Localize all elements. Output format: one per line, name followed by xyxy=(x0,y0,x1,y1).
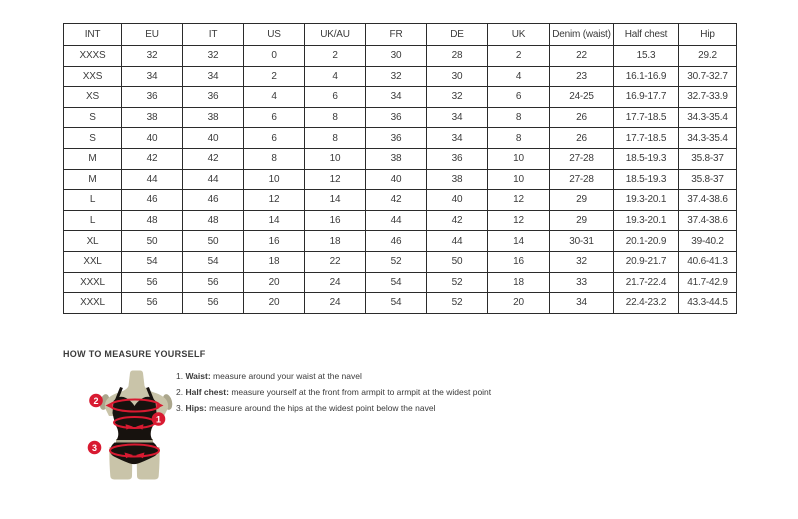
table-cell: 8 xyxy=(305,107,366,128)
instruction-number: 2. xyxy=(176,387,184,397)
table-cell: 16 xyxy=(488,251,550,272)
table-cell: 22.4-23.2 xyxy=(614,293,679,314)
table-cell: 15.3 xyxy=(614,46,679,67)
instruction-term: Waist: xyxy=(185,371,211,381)
table-cell: M xyxy=(64,169,122,190)
table-cell: XXXL xyxy=(64,272,122,293)
table-cell: 14 xyxy=(305,190,366,211)
table-cell: 20 xyxy=(488,293,550,314)
table-cell: 30 xyxy=(427,66,488,87)
table-cell: 12 xyxy=(488,190,550,211)
table-cell: 44 xyxy=(427,231,488,252)
table-cell: XL xyxy=(64,231,122,252)
table-cell: 52 xyxy=(366,251,427,272)
table-cell: 27-28 xyxy=(550,148,614,169)
table-cell: 40 xyxy=(427,190,488,211)
table-cell: 40 xyxy=(183,128,244,149)
table-row xyxy=(64,231,737,252)
table-cell: 34.3-35.4 xyxy=(679,128,737,149)
table-cell: 24-25 xyxy=(550,87,614,108)
table-cell: 54 xyxy=(366,293,427,314)
table-cell: 6 xyxy=(244,128,305,149)
mannequin-neck xyxy=(129,371,145,387)
instruction-number: 1. xyxy=(176,371,184,381)
table-cell: 10 xyxy=(488,169,550,190)
table-cell: 12 xyxy=(244,190,305,211)
table-cell: 8 xyxy=(488,107,550,128)
table-cell: 19.3-20.1 xyxy=(614,210,679,231)
table-cell: 24 xyxy=(305,293,366,314)
table-cell: 54 xyxy=(183,251,244,272)
table-cell: 14 xyxy=(488,231,550,252)
table-cell: 34 xyxy=(550,293,614,314)
table-cell: 38 xyxy=(427,169,488,190)
table-cell: 36 xyxy=(122,87,183,108)
table-header-row xyxy=(64,24,737,46)
measure-instruction-hips xyxy=(176,403,435,413)
table-cell: 35.8-37 xyxy=(679,148,737,169)
table-cell: 52 xyxy=(427,293,488,314)
table-cell: 54 xyxy=(122,251,183,272)
table-cell: 17.7-18.5 xyxy=(614,128,679,149)
table-cell: 33 xyxy=(550,272,614,293)
table-cell: 6 xyxy=(244,107,305,128)
table-cell: S xyxy=(64,107,122,128)
table-cell: 35.8-37 xyxy=(679,169,737,190)
table-cell: 50 xyxy=(122,231,183,252)
table-cell: XXXL xyxy=(64,293,122,314)
table-cell: 30 xyxy=(366,46,427,67)
table-cell: 0 xyxy=(244,46,305,67)
table-cell: 12 xyxy=(488,210,550,231)
table-cell: 29.2 xyxy=(679,46,737,67)
column-header: EU xyxy=(122,24,183,46)
table-cell: 36 xyxy=(427,148,488,169)
table-cell: 56 xyxy=(122,293,183,314)
table-cell: 48 xyxy=(122,210,183,231)
table-cell: L xyxy=(64,190,122,211)
instruction-number: 3. xyxy=(176,403,184,413)
table-cell: 38 xyxy=(183,107,244,128)
table-cell: 2 xyxy=(488,46,550,67)
table-cell: 30-31 xyxy=(550,231,614,252)
column-header: Half chest xyxy=(614,24,679,46)
table-cell: 36 xyxy=(366,107,427,128)
table-cell: 32 xyxy=(183,46,244,67)
table-cell: 39-40.2 xyxy=(679,231,737,252)
table-cell: 18.5-19.3 xyxy=(614,148,679,169)
size-chart-table xyxy=(63,23,737,314)
table-cell: 46 xyxy=(366,231,427,252)
table-cell: 46 xyxy=(122,190,183,211)
table-cell: 24 xyxy=(305,272,366,293)
table-cell: 46 xyxy=(183,190,244,211)
hips-badge-number: 3 xyxy=(91,442,98,453)
table-cell: 32.7-33.9 xyxy=(679,87,737,108)
table-row xyxy=(64,169,737,190)
table-cell: 8 xyxy=(488,128,550,149)
table-cell: 27-28 xyxy=(550,169,614,190)
table-row xyxy=(64,210,737,231)
table-row xyxy=(64,87,737,108)
table-cell: 38 xyxy=(366,148,427,169)
table-cell: 6 xyxy=(488,87,550,108)
table-cell: 32 xyxy=(550,251,614,272)
table-row xyxy=(64,148,737,169)
table-cell: 37.4-38.6 xyxy=(679,190,737,211)
table-cell: 4 xyxy=(305,66,366,87)
table-cell: 56 xyxy=(183,293,244,314)
column-header: DE xyxy=(427,24,488,46)
table-cell: 4 xyxy=(244,87,305,108)
table-cell: 22 xyxy=(550,46,614,67)
table-cell: 40 xyxy=(366,169,427,190)
table-cell: 52 xyxy=(427,272,488,293)
table-cell: 16.9-17.7 xyxy=(614,87,679,108)
table-cell: 4 xyxy=(488,66,550,87)
column-header: INT xyxy=(64,24,122,46)
table-cell: 56 xyxy=(183,272,244,293)
table-cell: 14 xyxy=(244,210,305,231)
table-cell: 18 xyxy=(488,272,550,293)
table-cell: 30.7-32.7 xyxy=(679,66,737,87)
table-cell: 41.7-42.9 xyxy=(679,272,737,293)
table-row xyxy=(64,272,737,293)
instruction-term: Hips: xyxy=(185,403,207,413)
table-cell: 16 xyxy=(305,210,366,231)
table-cell: 37.4-38.6 xyxy=(679,210,737,231)
table-cell: 16.1-16.9 xyxy=(614,66,679,87)
table-row xyxy=(64,46,737,67)
table-cell: 44 xyxy=(183,169,244,190)
table-cell: 20.9-21.7 xyxy=(614,251,679,272)
table-cell: 42 xyxy=(122,148,183,169)
table-cell: 38 xyxy=(122,107,183,128)
table-cell: 36 xyxy=(183,87,244,108)
table-cell: 2 xyxy=(305,46,366,67)
table-row xyxy=(64,190,737,211)
table-cell: XS xyxy=(64,87,122,108)
table-cell: 34 xyxy=(427,107,488,128)
table-cell: 34 xyxy=(122,66,183,87)
table-cell: 34 xyxy=(366,87,427,108)
table-cell: 8 xyxy=(305,128,366,149)
table-cell: 32 xyxy=(366,66,427,87)
table-cell: 12 xyxy=(305,169,366,190)
instruction-term: Half chest: xyxy=(185,387,229,397)
table-cell: 10 xyxy=(305,148,366,169)
table-cell: 42 xyxy=(183,148,244,169)
table-cell: 42 xyxy=(366,190,427,211)
table-cell: 18 xyxy=(305,231,366,252)
measure-instruction-waist xyxy=(176,371,362,381)
table-cell: 48 xyxy=(183,210,244,231)
table-row xyxy=(64,66,737,87)
instruction-text: measure around your waist at the navel xyxy=(213,371,362,381)
table-cell: 20.1-20.9 xyxy=(614,231,679,252)
table-cell: 17.7-18.5 xyxy=(614,107,679,128)
table-cell: XXS xyxy=(64,66,122,87)
table-cell: 16 xyxy=(244,231,305,252)
table-row xyxy=(64,251,737,272)
table-cell: 40 xyxy=(122,128,183,149)
column-header: FR xyxy=(366,24,427,46)
table-cell: 42 xyxy=(427,210,488,231)
table-cell: 10 xyxy=(244,169,305,190)
table-cell: 43.3-44.5 xyxy=(679,293,737,314)
table-cell: 56 xyxy=(122,272,183,293)
table-cell: 18.5-19.3 xyxy=(614,169,679,190)
table-cell: 44 xyxy=(122,169,183,190)
table-cell: 29 xyxy=(550,210,614,231)
table-cell: 8 xyxy=(244,148,305,169)
table-cell: 50 xyxy=(427,251,488,272)
table-cell: 6 xyxy=(305,87,366,108)
table-cell: 40.6-41.3 xyxy=(679,251,737,272)
column-header: UK/AU xyxy=(305,24,366,46)
column-header: IT xyxy=(183,24,244,46)
table-cell: 29 xyxy=(550,190,614,211)
table-cell: 34.3-35.4 xyxy=(679,107,737,128)
measure-instruction-half-chest xyxy=(176,387,491,397)
column-header: Hip xyxy=(679,24,737,46)
table-cell: 32 xyxy=(122,46,183,67)
table-cell: XXXS xyxy=(64,46,122,67)
how-to-measure-heading: HOW TO MEASURE YOURSELF xyxy=(63,349,206,359)
column-header: UK xyxy=(488,24,550,46)
instruction-text: measure yourself at the front from armpit to armpit at the widest point xyxy=(231,387,492,397)
table-cell: 32 xyxy=(427,87,488,108)
table-row xyxy=(64,293,737,314)
chest-badge-number: 2 xyxy=(93,395,99,406)
table-cell: 21.7-22.4 xyxy=(614,272,679,293)
table-cell: 26 xyxy=(550,107,614,128)
table-cell: 19.3-20.1 xyxy=(614,190,679,211)
column-header: Denim (waist) xyxy=(550,24,614,46)
table-cell: 20 xyxy=(244,272,305,293)
table-cell: 26 xyxy=(550,128,614,149)
table-cell: 50 xyxy=(183,231,244,252)
table-cell: 2 xyxy=(244,66,305,87)
table-cell: 18 xyxy=(244,251,305,272)
table-cell: 20 xyxy=(244,293,305,314)
table-cell: 23 xyxy=(550,66,614,87)
table-row xyxy=(64,128,737,149)
table-cell: 34 xyxy=(427,128,488,149)
table-cell: 10 xyxy=(488,148,550,169)
table-cell: 28 xyxy=(427,46,488,67)
table-cell: S xyxy=(64,128,122,149)
table-cell: XXL xyxy=(64,251,122,272)
column-header: US xyxy=(244,24,305,46)
instruction-text: measure around the hips at the widest point below the navel xyxy=(209,403,436,413)
table-cell: 54 xyxy=(366,272,427,293)
table-cell: M xyxy=(64,148,122,169)
table-row xyxy=(64,107,737,128)
table-cell: 36 xyxy=(366,128,427,149)
table-cell: 44 xyxy=(366,210,427,231)
table-cell: 22 xyxy=(305,251,366,272)
table-cell: L xyxy=(64,210,122,231)
waist-badge-number: 1 xyxy=(155,414,162,425)
table-cell: 34 xyxy=(183,66,244,87)
